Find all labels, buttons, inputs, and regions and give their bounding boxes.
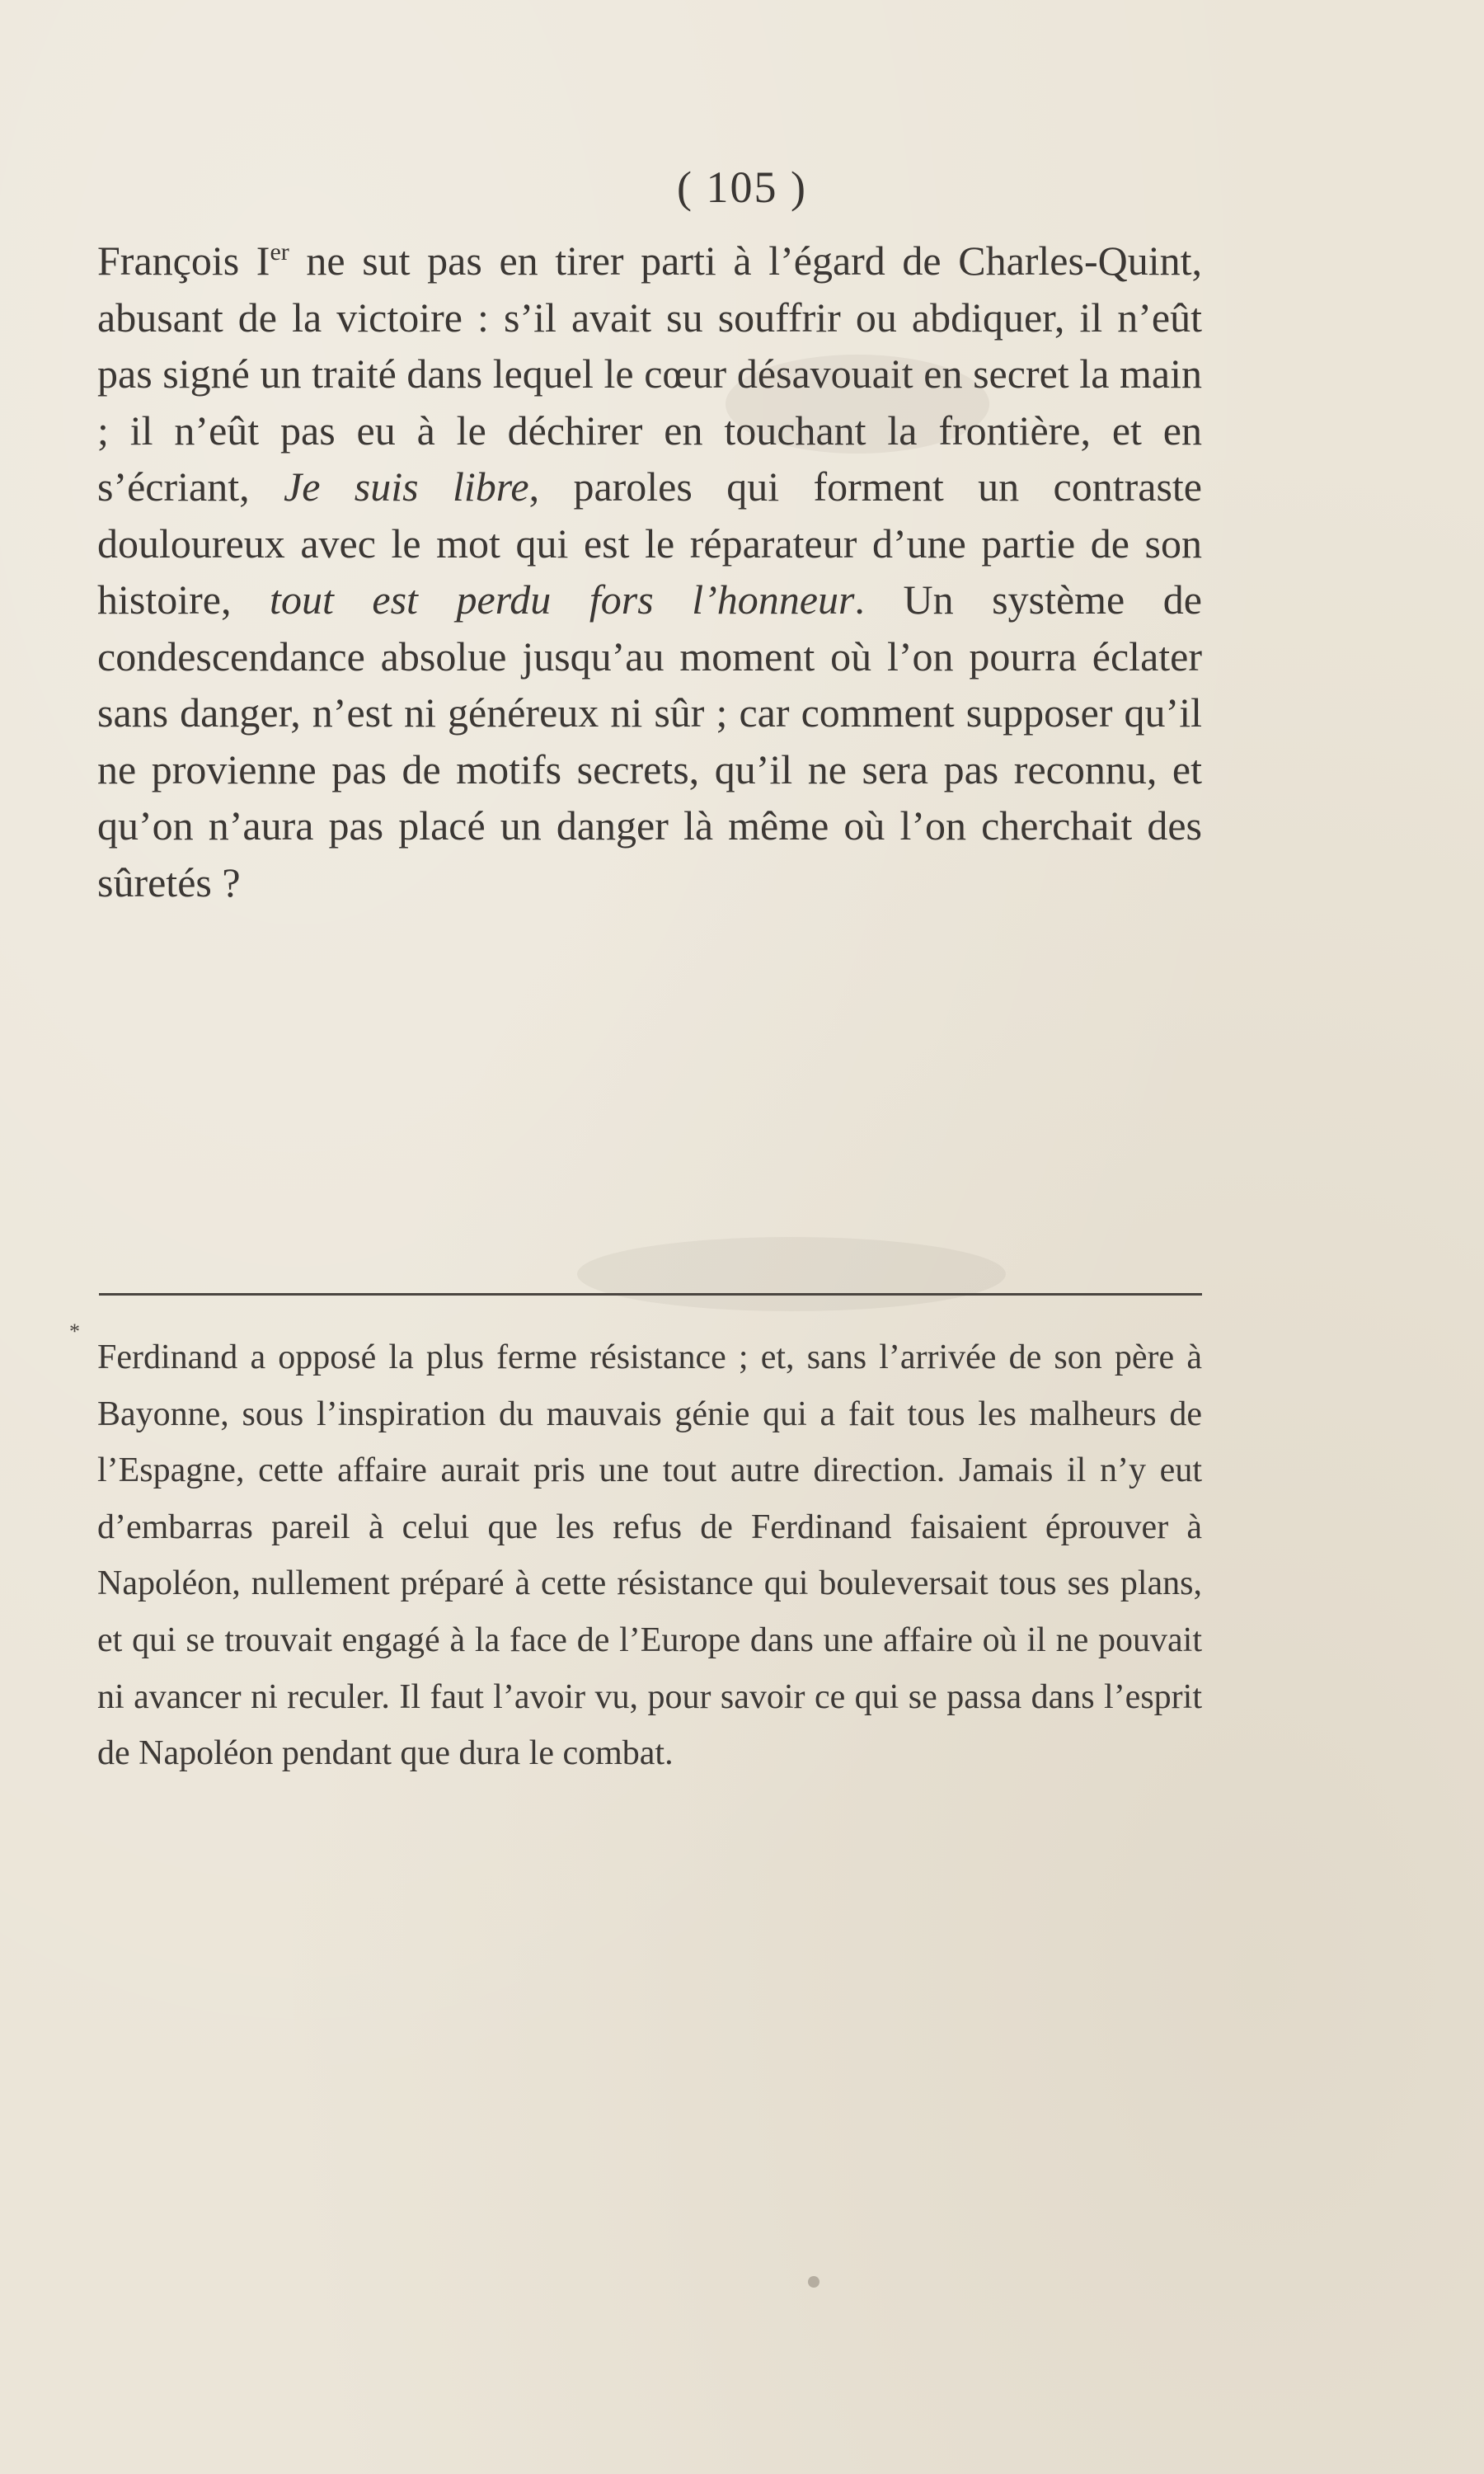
page-number: ( 105 ) [677, 162, 807, 212]
footnote-marker: * [69, 1319, 80, 1343]
ordinal-superscript: er [270, 238, 289, 266]
main-text-part-2: , paroles qui forment un contraste douloureux avec le mot qui est le réparateur d’une partie de son histoire, [97, 463, 1202, 623]
footnote-paragraph: Ferdinand a opposé la plus ferme résistance ; et, sans l’arrivée de son père à Bayonne, sous l’inspiration du mauvais génie qui a fait tous les malheurs de l’Espagne, cette affaire aurait pris une tout autre direction. Jamais il n’y eut d’embarras pareil à celui que les refus de Ferdinand faisaient éprouver à Napoléon, nullement préparé à cette résistance qui bouleversait tous ses plans, et qui se trouvait engagé à la face de l’Europe dans une affaire où il ne pouvait ni avancer ni reculer. Il faut l’avoir vu, pour savoir ce qui se passa dans l’esprit de Napoléon pendant que dura le combat. [97, 1338, 1202, 1773]
main-text-part-3: . Un système de condescendance absolue jusqu’au moment où l’on pourra éclater sans danger, n’est ni généreux ni sûr ; car comment supposer qu’il ne provienne pas de motifs secrets, qu’il ne sera pas reconnu, et qu’on n’aura pas placé un danger là même où l’on cherchait des sûretés ? [97, 576, 1202, 905]
paper-stain [577, 1237, 1006, 1311]
footnote-separator-rule [99, 1293, 1202, 1296]
italic-quote-2: tout est perdu fors l’honneur [270, 576, 855, 623]
main-paragraph [97, 233, 1202, 910]
italic-quote-1: Je suis libre [284, 463, 529, 510]
main-text-part-1: ne sut pas en tirer parti à l’égard de Charles-Quint, abusant de la victoire : s’il avait su souffrir ou abdiquer, il n’eût pas signé un traité dans lequel le cœur désavouait en secret la main ; il n’eût pas eu à le déchirer en touchant la frontière, et en s’écriant, [97, 238, 1202, 510]
main-text-start: François I [97, 238, 270, 284]
paper-stain [808, 2276, 819, 2288]
